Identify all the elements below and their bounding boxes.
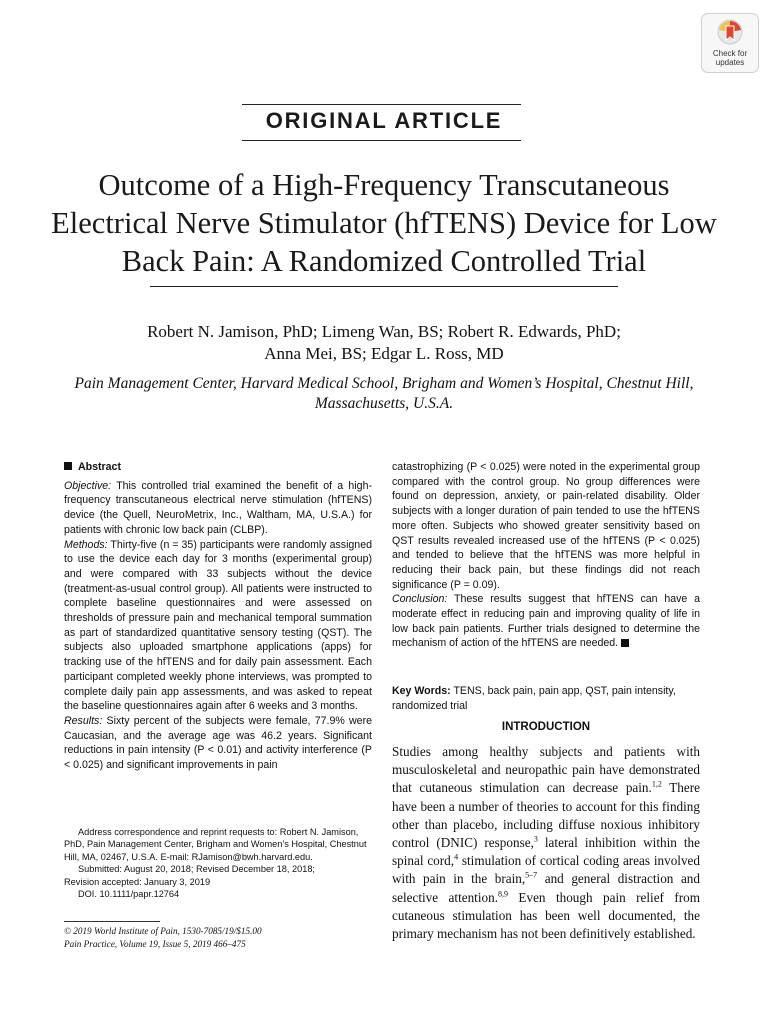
keywords-text: TENS, back pain, pain app, QST, pain intensity, randomized trial — [392, 685, 676, 712]
badge-text-line2: updates — [715, 58, 745, 67]
square-bullet-icon — [64, 462, 72, 470]
authors — [60, 321, 708, 365]
accepted-date: Revision accepted: January 3, 2019 — [64, 876, 211, 887]
abstract-right-column — [392, 460, 700, 651]
citation: 3 — [533, 834, 538, 844]
article-title: Outcome of a High-Frequency Transcutaneous Electrical Nerve Stimulator (hfTENS) Device for Low Back Pain: A Randomized Controlled Trial — [51, 168, 717, 278]
introduction-text: Studies among healthy subjects and patients with musculoskeletal and neuropathic pain have demonstrated that cutaneous stimulation can decrease pain.$^{1,2}$ There have been a number of theories to account for this finding other than placebo, including diffuse noxious inhibitory control (DNIC) response,$^3$ lateral inhibition within the spinal cord,$^4$ stimulation of cortical coding areas involved with pain in the brain,$^{5-7}$ and general distraction and selective attention.$^{8,9}$ Even though pain relief from cutaneous stimulation has been well documented, the primary mechanism has not been definitively established. — [392, 744, 700, 942]
conclusion-text: These results suggest that hfTENS can have a moderate effect in reducing pain and improving quality of life in low back pain patients. Further trials designed to determine the mechanism of action of the hfTENS are needed. — [392, 593, 700, 650]
correspondence-note — [64, 826, 372, 900]
copyright-block — [64, 925, 372, 950]
objective-text: This controlled trial examined the benefit of a high-frequency transcutaneous electrical nerve stimulation (hfTENS) device (the Quell, NeuroMetrix, Inc., Waltham, MA, U.S.A.) for patients with chronic low back pain (CLBP). — [64, 479, 372, 536]
title-rule — [150, 286, 618, 287]
authors-line-1: Robert N. Jamison, PhD; Limeng Wan, BS; Robert R. Edwards, PhD; — [147, 322, 621, 341]
keywords — [392, 684, 700, 713]
objective-label: Objective: — [64, 479, 112, 492]
affiliation: Pain Management Center, Harvard Medical School, Brigham and Women’s Hospital, Chestnut Hill, Massachusetts, U.S.A. — [74, 375, 694, 412]
citation: 8,9 — [498, 889, 508, 899]
abstract-methods — [64, 538, 372, 714]
abstract-objective — [64, 479, 372, 538]
crossmark-icon — [716, 18, 744, 48]
abstract-left-column — [64, 460, 372, 773]
article-type-rule — [242, 140, 521, 141]
journal-citation: Pain Practice, Volume 19, Issue 5, 2019 466–475 — [64, 938, 246, 949]
methods-label: Methods: — [64, 538, 108, 551]
keywords-label: Key Words: — [392, 685, 451, 697]
copyright-line: © 2019 World Institute of Pain, 1530-7085/19/$15.00 — [64, 926, 262, 936]
citation: 1,2 — [651, 780, 662, 790]
badge-text-line1: Check for — [712, 49, 748, 58]
results-text: Sixty percent of the subjects were female, 77.9% were Caucasian, and the average age was 46.2 years. Significant reductions in pain intensity (P < 0.01) and activity interference (P < 0.025) and significant improvements in pain — [64, 714, 372, 772]
abstract-heading: Abstract — [64, 460, 372, 475]
abstract-results-continued: catastrophizing (P < 0.025) were noted in the experimental group compared with the control group. No group differences were found on depression, anxiety, or pain-related disability. Older subjects with a longer duration of pain tended to use the hfTENS more often. Subjects who showed greater sensitivity based on QST results revealed increased use of the hfTENS (P < 0.025) and tended to believe that the hfTENS was more helpful in reducing their back pain, but these findings did not reach significance (P = 0.09). — [392, 461, 700, 591]
article-type: ORIGINAL ARTICLE — [265, 108, 503, 133]
submitted-date: Submitted: August 20, 2018; Revised December 18, 2018; — [78, 864, 315, 875]
citation: 4 — [454, 852, 459, 862]
results-label: Results: — [64, 714, 103, 727]
methods-text: Thirty-five (n = 35) participants were randomly assigned to use the device each day for 3 months (experimental group) and were compared with 33 subjects without the device (treatment-as-usual control group). All patients were instructed to complete baseline questionnaires and were assessed on thresholds of pressure pain and mechanical temporal summation as part of standardized quantitative sensory testing (QST). The subjects also uploaded smartphone applications (apps) for tracking use of the hfTENS and for daily pain assessment. Each participant completed weekly phone interviews, was prompted to complete daily pain app assessments, and was asked to repeat the baseline questionnaires again after 6 weeks and 3 months. — [64, 538, 372, 713]
conclusion-label: Conclusion: — [392, 593, 448, 606]
abstract-conclusion — [392, 592, 700, 651]
end-square-icon — [621, 639, 629, 647]
authors-line-2: Anna Mei, BS; Edgar L. Ross, MD — [264, 344, 504, 363]
citation: 5–7 — [525, 871, 538, 881]
check-for-updates-badge[interactable] — [701, 13, 759, 73]
top-rule — [242, 104, 521, 105]
footnote-rule — [64, 921, 160, 922]
correspondence-address: Address correspondence and reprint requests to: Robert N. Jamison, PhD, Pain Management Center, Brigham and Women’s Hospital, Chestnut Hill, MA, 02467, U.S.A. E-mail: RJamison@bwh.harvard.edu. — [64, 827, 367, 862]
introduction-heading: INTRODUCTION — [501, 721, 591, 733]
doi: DOI. 10.1111/papr.12764 — [78, 889, 180, 900]
abstract-results — [64, 714, 372, 773]
